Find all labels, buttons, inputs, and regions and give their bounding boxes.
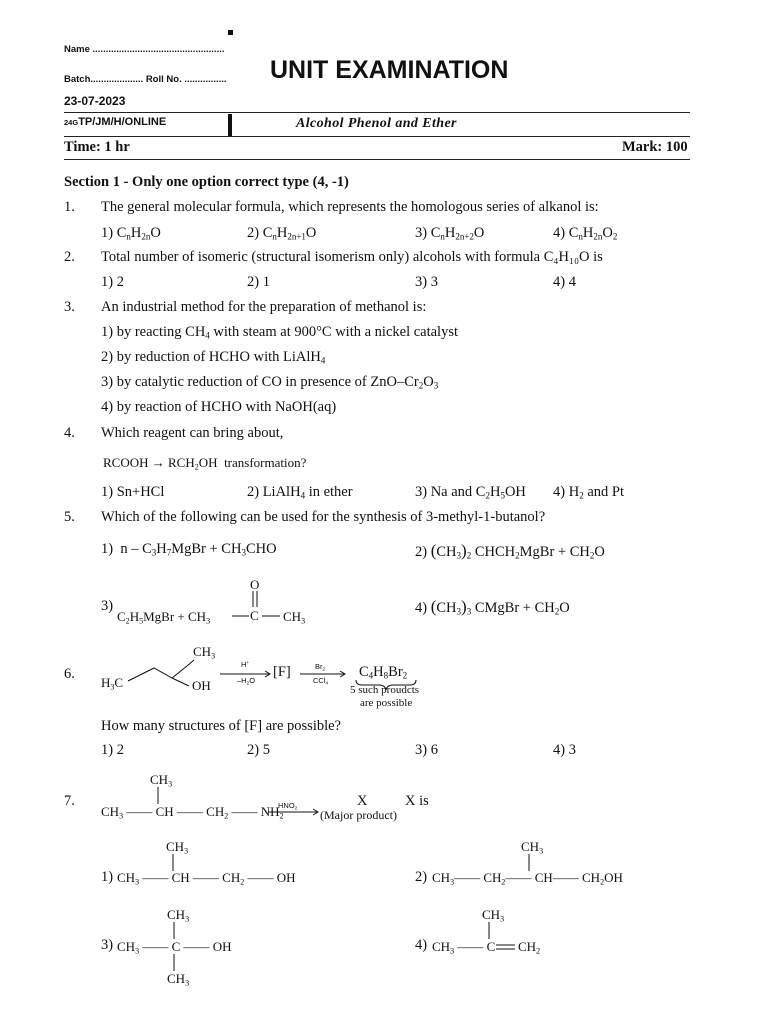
option-4[interactable]: 4) 4: [553, 274, 576, 290]
option-2[interactable]: 2): [415, 869, 428, 885]
option-2[interactable]: 2) $C_nH_{2n+1}O$: [247, 225, 317, 242]
q7-x-is: X is: [405, 793, 429, 809]
question-text: An industrial method for the preparation of methanol is:: [101, 299, 427, 315]
option-1[interactable]: 1) $C_nH_{2n}O$: [101, 225, 161, 242]
option-1[interactable]: 1): [101, 869, 114, 885]
option-2[interactable]: 2) LiAlH$_4$ in ether: [247, 484, 353, 501]
option-1[interactable]: 1) $n - C_3H_7MgBr + CH_3CHO$: [101, 541, 277, 558]
option-4[interactable]: 4) 3: [553, 742, 576, 758]
q7-opt3-top: $CH_3$: [167, 907, 190, 924]
q7-opt3-bottom: $CH_3$: [167, 971, 190, 988]
option-4[interactable]: 4) by reaction of HCHO with NaOH(aq): [101, 399, 337, 415]
option-3[interactable]: 3) 6: [415, 742, 438, 758]
question-number: 4.: [64, 425, 75, 441]
option-2[interactable]: 2) $(CH_3)_2$ $CHCH_2MgBr + CH_2O$: [415, 541, 605, 561]
question-text: How many structures of [F] are possible?: [101, 718, 341, 734]
q6-oh: OH: [192, 678, 211, 693]
option-1[interactable]: 1) by reacting $CH_4$ with steam at 900°C with a nickel catalyst: [101, 324, 459, 341]
option-2[interactable]: 2) 1: [247, 274, 270, 290]
q5-option3-formula: $C_2H_5MgBr + CH_3$: [117, 609, 211, 626]
option-4[interactable]: 4) $H_2$ and Pt: [553, 484, 624, 501]
q7-opt2-chain: $CH_3——$ $CH_2——$ CH—— $CH_2OH$: [432, 870, 623, 887]
option-3[interactable]: 3): [101, 598, 114, 614]
q6-note-line2: are possible: [360, 697, 413, 709]
q4-reaction: RCOOH → $RCH_2OH$ transformation?: [103, 455, 307, 472]
section-title: Section 1 - Only one option correct type (4, -1): [64, 174, 349, 190]
option-4[interactable]: 4): [415, 937, 428, 953]
option-1[interactable]: 1) 2: [101, 742, 124, 758]
exam-title: UNIT EXAMINATION: [270, 56, 509, 84]
q6-ch3: $CH_3$: [193, 644, 216, 661]
q7-opt4-ch2: $CH_2$: [518, 939, 541, 956]
q7-reactant: $CH_3$ —— CH —— $CH_2$ —— $NH_2$: [101, 804, 284, 821]
q5-oxygen-label: O: [250, 577, 260, 592]
question-text: Which reagent can bring about,: [101, 425, 284, 441]
question-number: 6.: [64, 666, 75, 682]
question-number: 7.: [64, 793, 75, 809]
q6-reagent-water: $-H_2O$: [237, 676, 256, 686]
option-1[interactable]: 1) Sn+HCl: [101, 484, 165, 500]
option-2[interactable]: 2) 5: [247, 742, 270, 758]
exam-date: 23-07-2023: [64, 94, 126, 108]
option-3[interactable]: 3) $C_nH_{2n+2}O$: [415, 225, 485, 242]
q6-reagent-ccl4: CCl$_4$: [313, 676, 329, 686]
question-number: 5.: [64, 509, 75, 525]
q7-major-product: (Major product): [320, 808, 397, 822]
q6-reagent-br2: $Br_2$: [315, 662, 326, 672]
q6-h3c: $H_3C$: [101, 675, 124, 692]
q6-reagent-h: H+: [241, 660, 250, 669]
q5-methyl: $CH_3$: [283, 609, 306, 626]
q7-opt4-chain: $CH_3$ —— C: [432, 939, 496, 956]
option-1[interactable]: 1) 2: [101, 274, 124, 290]
option-3[interactable]: 3) 3: [415, 274, 438, 290]
q7-reagent: $HNO_2$: [278, 801, 298, 811]
q6-note-line1: 5 such proudcts: [350, 684, 420, 696]
q7-opt3-chain: $CH_3$ —— C —— OH: [117, 939, 232, 956]
exam-marks: Mark: 100: [622, 139, 688, 155]
option-3[interactable]: 3): [101, 937, 114, 953]
batch-rollno-field[interactable]: Batch.................... Roll No. ................: [64, 74, 227, 85]
subject-title: Alcohol Phenol and Ether: [296, 116, 457, 131]
question-text: Total number of isomeric (structural isomerism only) alcohols with formula C₄H₁₀O is: [101, 249, 603, 265]
q7-opt2-branch: $CH_3$: [521, 839, 544, 856]
question-number: 3.: [64, 299, 75, 315]
q6-product: $C_4H_8Br_2$: [359, 664, 408, 681]
question-text: The general molecular formula, which represents the homologous series of alkanol is:: [101, 199, 599, 215]
option-3[interactable]: 3) Na and $C_2H_5OH$: [415, 484, 526, 501]
name-field[interactable]: Name ..................................................: [64, 44, 225, 55]
question-text: Which of the following can be used for the synthesis of 3-methyl-1-butanol?: [101, 509, 546, 525]
q7-x: X: [357, 793, 368, 809]
q5-carbonyl-carbon: C: [250, 608, 259, 623]
question-number: 2.: [64, 249, 75, 265]
q7-opt1-chain: $CH_3$ —— CH —— $CH_2$ —— OH: [117, 870, 296, 887]
batch-code: 24GTP/JM/H/ONLINE: [64, 116, 167, 128]
question-number: 1.: [64, 199, 75, 215]
q7-opt1-branch: $CH_3$: [166, 839, 189, 856]
q7-opt4-top: $CH_3$: [482, 907, 505, 924]
option-4[interactable]: 4) $(CH_3)_3$ CMgBr + $CH_2O$: [415, 597, 570, 617]
q7-branch-ch3: $CH_3$: [150, 772, 173, 789]
option-3[interactable]: 3) by catalytic reduction of CO in presence of ZnO–$Cr_2O_3$: [101, 374, 439, 391]
exam-time: Time: 1 hr: [64, 139, 130, 155]
option-2[interactable]: 2) by reduction of HCHO with LiAlH$_4$: [101, 349, 326, 366]
q6-intermediate-f: [F]: [273, 664, 291, 680]
option-4[interactable]: 4) $C_nH_{2n}O_2$: [553, 225, 618, 242]
